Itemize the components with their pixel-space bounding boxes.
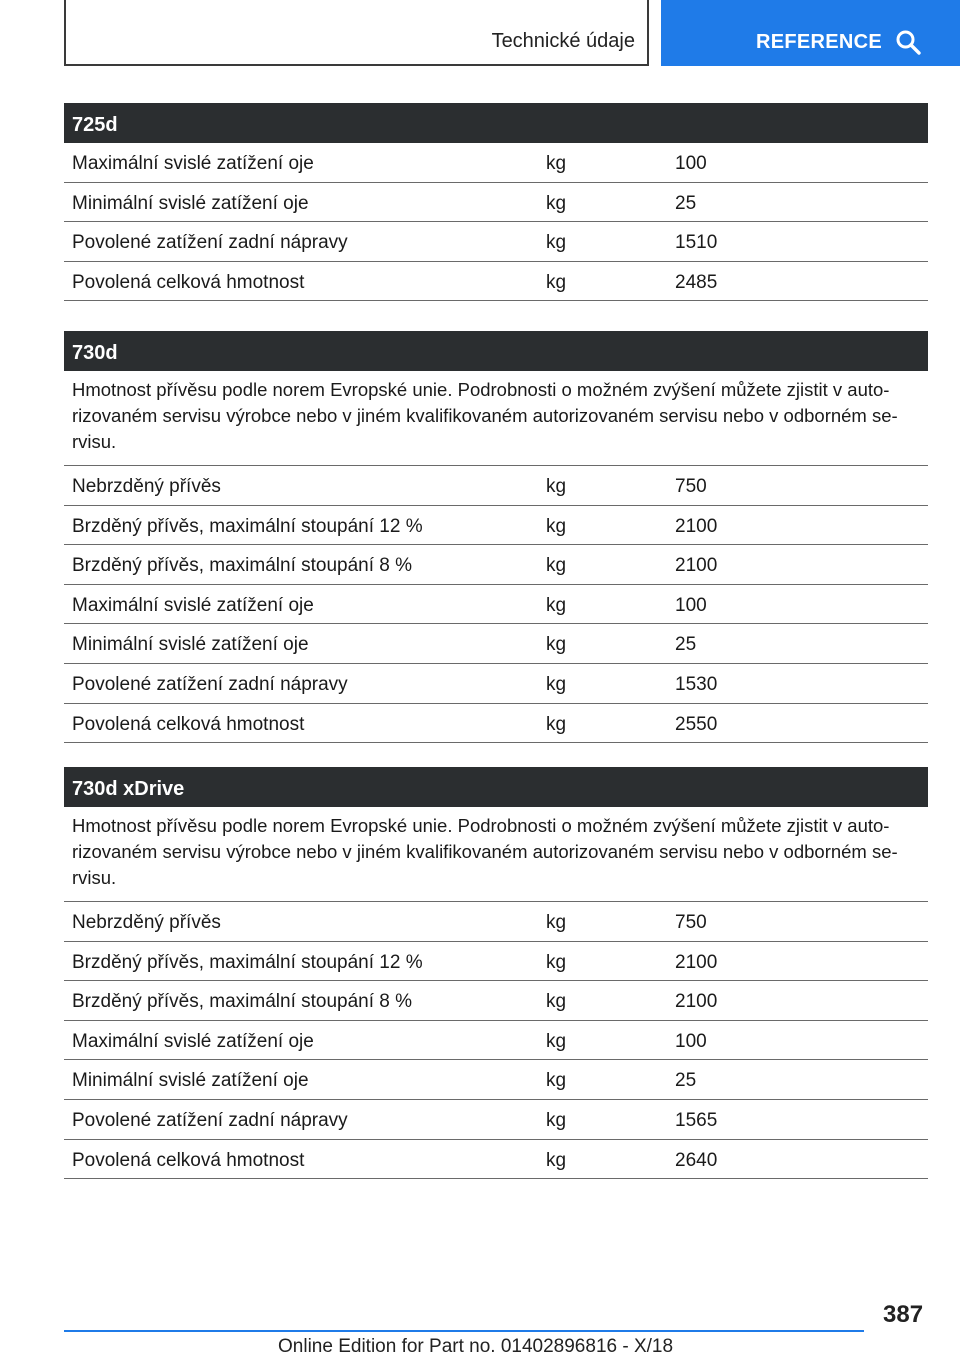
row-unit: kg [546, 515, 567, 537]
table-note: Hmotnost přívěsu podle norem Evropské unie. Podrobnosti o možném zvýšení můžete zjistit v auto- rizovaném servisu výrobce nebo v jiném kvalifikovaném autorizovaném servisu nebo v odborném se- rvisu. [64, 371, 928, 466]
row-label: Povolená celková hmotnost [72, 713, 305, 735]
row-label: Brzděný přívěs, maximální stoupání 8 % [72, 555, 413, 577]
spec-table-730d [64, 331, 928, 743]
search-icon[interactable] [895, 29, 921, 55]
row-label: Nebrzděný přívěs [72, 912, 221, 933]
table-row [64, 624, 928, 664]
row-unit: kg [546, 271, 567, 293]
table-title: 730d [64, 331, 928, 371]
row-label: Brzděný přívěs, maximální stoupání 12 % [72, 951, 423, 973]
row-value: 25 [675, 634, 697, 656]
row-value: 100 [675, 594, 707, 616]
row-value: 2100 [675, 991, 718, 1013]
row-unit: kg [546, 192, 567, 214]
table-row [64, 1100, 928, 1140]
row-label: Brzděný přívěs, maximální stoupání 12 % [72, 515, 423, 537]
table-row [64, 585, 928, 625]
row-label: Maximální svislé zatížení oje [72, 1030, 314, 1052]
row-value: 1530 [675, 673, 718, 695]
reference-tab-label: REFERENCE [756, 31, 883, 53]
table-row [64, 545, 928, 585]
table-note: Hmotnost přívěsu podle norem Evropské unie. Podrobnosti o možném zvýšení můžete zjistit v auto- rizovaném servisu výrobce nebo v jiném kvalifikovaném autorizovaném servisu nebo v odborném se- rvisu. [64, 807, 928, 902]
row-value: 2100 [675, 951, 718, 973]
row-label: Minimální svislé zatížení oje [72, 192, 309, 214]
reference-tab[interactable] [661, 0, 960, 66]
table-row [64, 222, 928, 262]
table-row [64, 704, 928, 744]
row-unit: kg [546, 476, 567, 497]
table-row [64, 1060, 928, 1100]
row-value: 2485 [675, 271, 718, 293]
row-value: 25 [675, 1070, 697, 1092]
table-row [64, 664, 928, 704]
spec-table-725d [64, 103, 928, 301]
table-row [64, 902, 928, 942]
footer-divider [64, 1330, 864, 1332]
table-row [64, 981, 928, 1021]
row-label: Povolené zatížení zadní nápravy [72, 1109, 348, 1131]
row-value: 2550 [675, 713, 718, 735]
row-label: Povolená celková hmotnost [72, 1149, 305, 1171]
row-label: Brzděný přívěs, maximální stoupání 8 % [72, 991, 413, 1013]
row-value: 750 [675, 912, 707, 933]
row-value: 1565 [675, 1109, 718, 1131]
row-unit: kg [546, 713, 567, 735]
row-label: Povolená celková hmotnost [72, 271, 305, 293]
row-value: 1510 [675, 232, 718, 254]
row-unit: kg [546, 1030, 567, 1052]
row-unit: kg [546, 634, 567, 656]
row-value: 25 [675, 192, 697, 214]
row-label: Minimální svislé zatížení oje [72, 1070, 309, 1092]
row-unit: kg [546, 1070, 567, 1092]
row-label: Povolené zatížení zadní nápravy [72, 232, 348, 254]
row-value: 100 [675, 153, 707, 174]
table-row [64, 466, 928, 506]
table-row [64, 1140, 928, 1180]
table-row [64, 183, 928, 223]
row-unit: kg [546, 555, 567, 577]
table-row [64, 506, 928, 546]
row-value: 2640 [675, 1149, 718, 1171]
spec-table-730d-xdrive [64, 767, 928, 1179]
row-value: 100 [675, 1030, 707, 1052]
footer-edition: Online Edition for Part no. 01402896816 - X/18 [278, 1336, 674, 1357]
row-unit: kg [546, 232, 567, 254]
table-row [64, 262, 928, 302]
table-row [64, 143, 928, 183]
table-title: 725d [64, 103, 928, 143]
row-value: 2100 [675, 515, 718, 537]
row-unit: kg [546, 1109, 567, 1131]
row-value: 750 [675, 476, 707, 497]
row-label: Povolené zatížení zadní nápravy [72, 673, 348, 695]
row-value: 2100 [675, 555, 718, 577]
row-label: Maximální svislé zatížení oje [72, 594, 314, 616]
row-label: Minimální svislé zatížení oje [72, 634, 309, 656]
table-title: 730d xDrive [64, 767, 928, 807]
row-unit: kg [546, 594, 567, 616]
row-label: Maximální svislé zatížení oje [72, 153, 314, 174]
row-unit: kg [546, 951, 567, 973]
row-unit: kg [546, 673, 567, 695]
row-unit: kg [546, 1149, 567, 1171]
page-number: 387 [883, 1301, 924, 1328]
table-row [64, 942, 928, 982]
header-section-box [64, 0, 649, 66]
row-unit: kg [546, 153, 567, 174]
section-title: Technické údaje [491, 30, 635, 52]
table-row [64, 1021, 928, 1061]
row-unit: kg [546, 991, 567, 1013]
row-label: Nebrzděný přívěs [72, 476, 221, 497]
row-unit: kg [546, 912, 567, 933]
